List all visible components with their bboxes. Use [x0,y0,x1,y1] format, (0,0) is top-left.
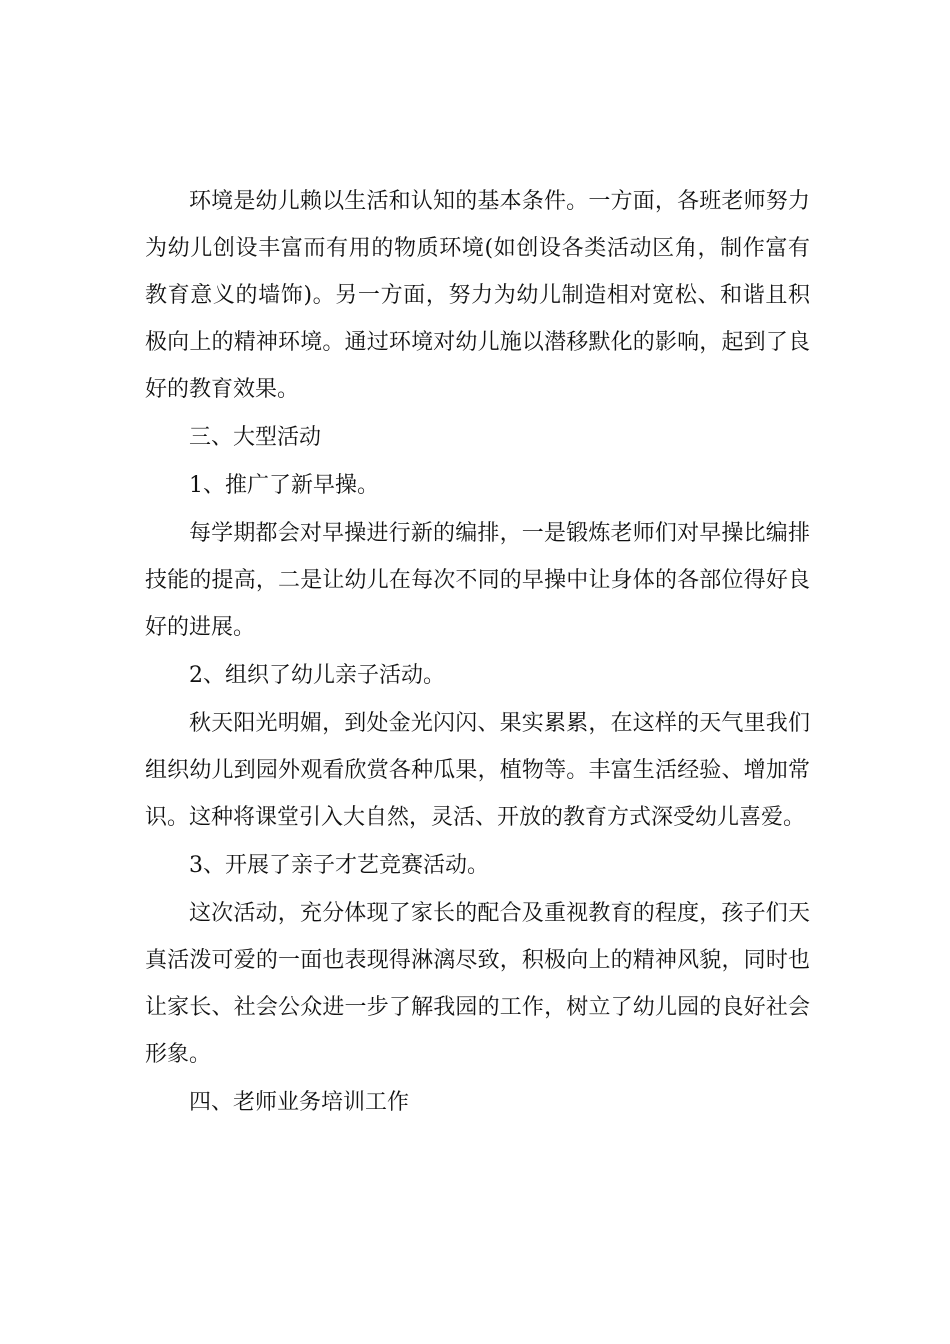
section-heading-teacher-training: 四、老师业务培训工作 [189,1090,410,1115]
paragraph-talent-competition: 这次活动，充分体现了家长的配合及重视教育的程度，孩子们天真活泼可爱的一面也表现得淋漓尽致，积极向上的精神风貌，同时也让家长、社会公众进一步了解我园的工作，树立了幼儿园的良好社会形象。 [145,901,810,1067]
subheading-parent-child-activity: 2、组织了幼儿亲子活动。 [189,663,445,688]
subheading-talent-competition: 3、开展了亲子才艺竞赛活动。 [189,853,489,878]
document-body [145,178,810,1127]
subheading-new-morning-exercise: 1、推广了新早操。 [189,473,379,498]
paragraph-morning-exercise: 每学期都会对早操进行新的编排，一是锻炼老师们对早操比编排技能的提高，二是让幼儿在每次不同的早操中让身体的各部位得好良好的进展。 [145,521,810,640]
paragraph-environment: 环境是幼儿赖以生活和认知的基本条件。一方面，各班老师努力为幼儿创设丰富而有用的物质环境(如创设各类活动区角，制作富有教育意义的墙饰)。另一方面，努力为幼儿制造相对宽松、和谐且积极向上的精神环境。通过环境对幼儿施以潜移默化的影响，起到了良好的教育效果。 [145,189,810,402]
paragraph-autumn-outing: 秋天阳光明媚，到处金光闪闪、果实累累，在这样的天气里我们组织幼儿到园外观看欣赏各种瓜果，植物等。丰富生活经验、增加常识。这种将课堂引入大自然，灵活、开放的教育方式深受幼儿喜爱。 [145,711,810,830]
section-heading-large-activities: 三、大型活动 [189,425,322,450]
